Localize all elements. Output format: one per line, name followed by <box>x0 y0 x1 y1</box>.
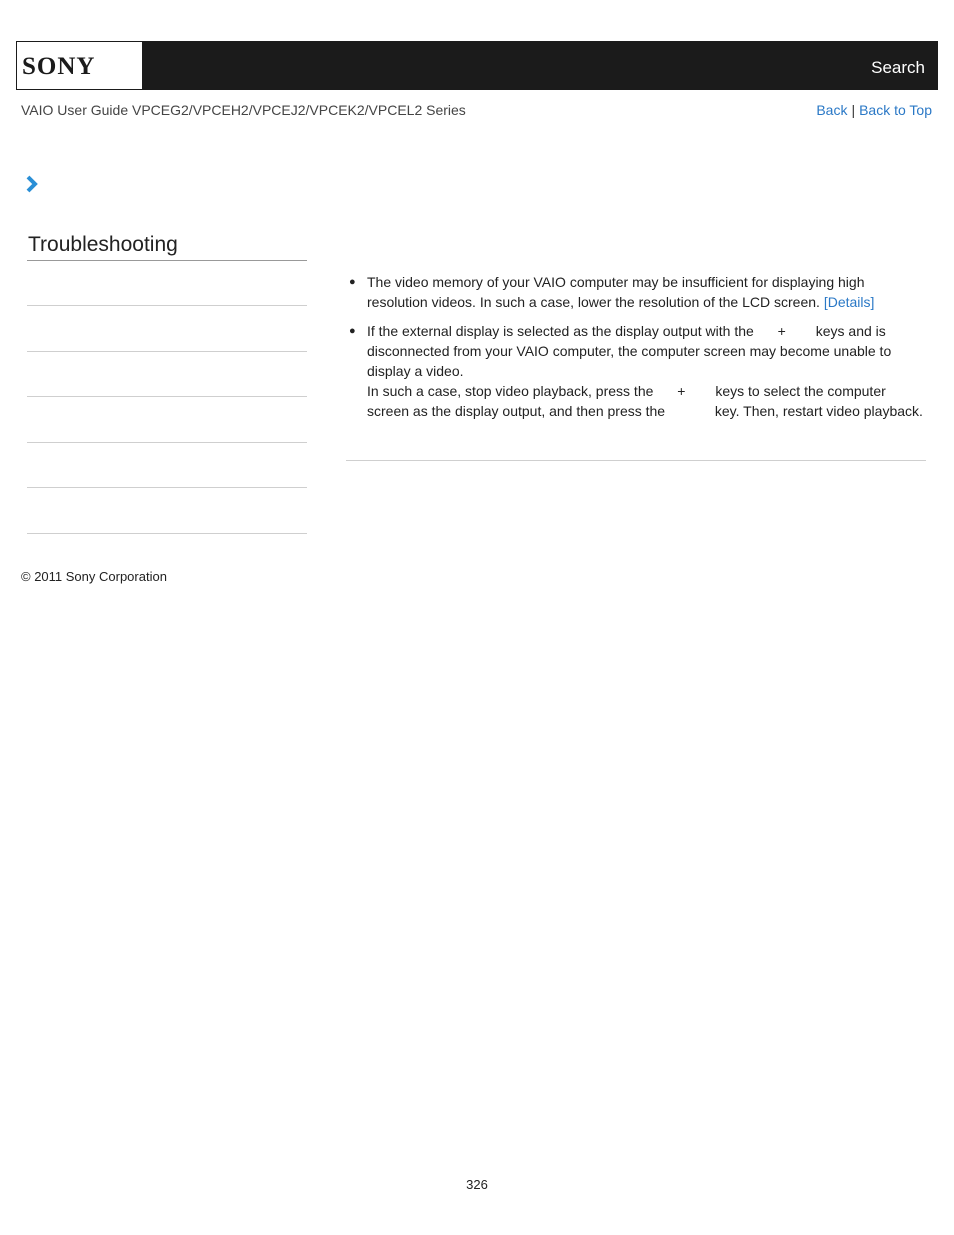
item2-text-b: keys and is disconnected from your VAIO computer, the computer screen may become unable to display a video. <box>367 323 892 379</box>
item1-text: The video memory of your VAIO computer may be insufficient for displaying high resolution videos. In such a case, lower the resolution of the LCD screen. <box>367 274 865 310</box>
list-item <box>346 272 926 312</box>
sony-logo[interactable] <box>16 41 143 90</box>
plus-sign: + <box>677 383 686 399</box>
sidebar-divider <box>27 351 307 352</box>
item2-text-e: key. Then, restart video playback. <box>714 403 923 419</box>
sidebar-divider <box>27 305 307 306</box>
item2-text-a: If the external display is selected as the display output with the <box>367 323 754 339</box>
section-heading: Troubleshooting <box>28 233 178 256</box>
guide-title: VAIO User Guide VPCEG2/VPCEH2/VPCEJ2/VPCEK2/VPCEL2 Series <box>21 102 466 118</box>
sidebar-divider <box>27 396 307 397</box>
sidebar-divider <box>27 533 307 534</box>
back-to-top-link[interactable]: Back to Top <box>859 102 932 118</box>
main-content <box>346 272 926 430</box>
item2-text-d: keys to select the computer screen as the display output, and then press the <box>367 383 886 419</box>
link-separator: | <box>851 102 856 118</box>
bullet: ● <box>349 325 356 337</box>
solution-list <box>346 272 926 421</box>
content-divider <box>346 460 926 461</box>
page-number: 326 <box>466 1177 488 1192</box>
search-link[interactable]: Search <box>871 58 925 77</box>
list-item <box>346 321 926 421</box>
sidebar-divider <box>27 442 307 443</box>
header-bar <box>16 41 938 90</box>
bullet: ● <box>349 276 356 288</box>
chevron-right-icon[interactable] <box>25 175 41 193</box>
copyright: © 2011 Sony Corporation <box>21 569 167 584</box>
item2-text-c: In such a case, stop video playback, press the <box>367 383 654 399</box>
details-link[interactable]: [Details] <box>823 294 875 310</box>
plus-sign: + <box>777 323 786 339</box>
top-navigation <box>816 102 932 118</box>
sidebar-divider <box>27 260 307 261</box>
sidebar-divider <box>27 487 307 488</box>
logo-text: SONY <box>22 53 96 80</box>
back-link[interactable]: Back <box>816 102 848 118</box>
